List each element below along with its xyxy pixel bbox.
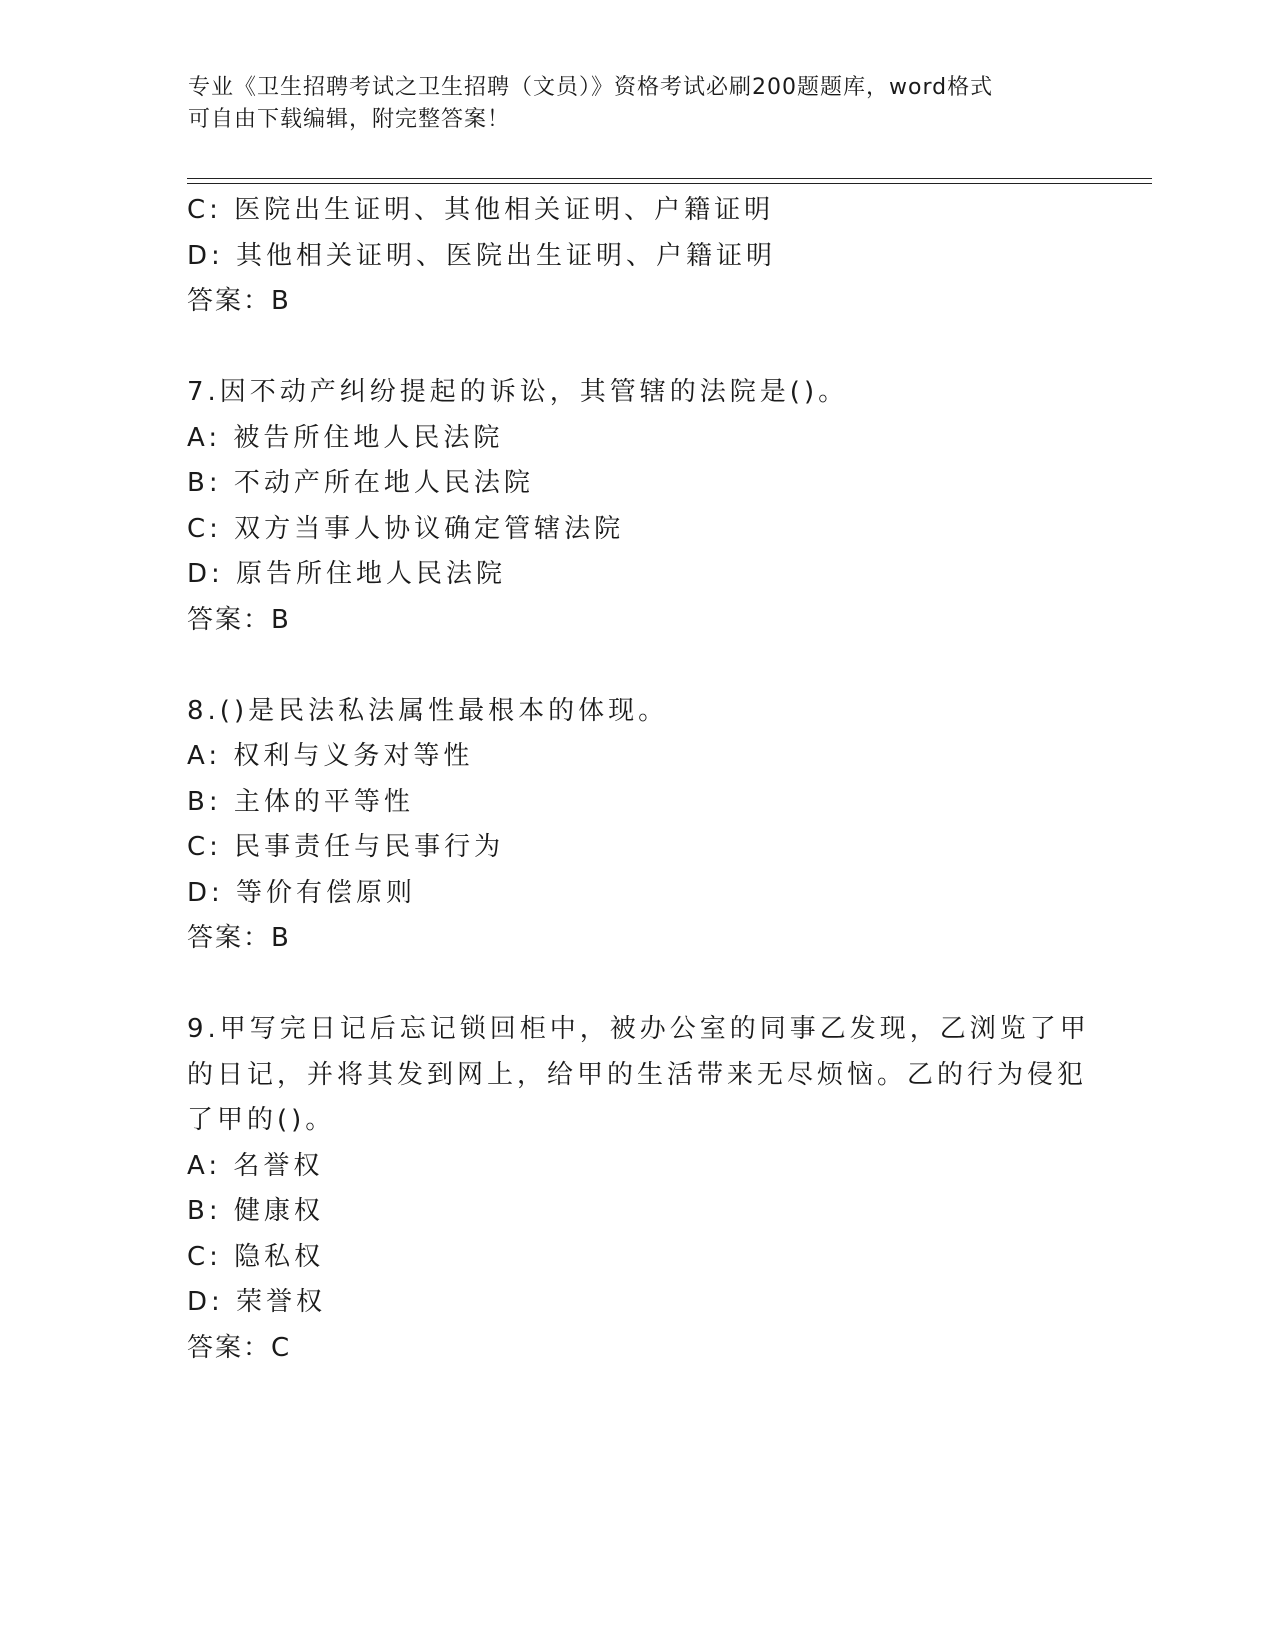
question-stem-line-2: 的日记，并将其发到网上，给甲的生活带来无尽烦恼。乙的行为侵犯	[187, 1059, 1088, 1090]
header-line-1: 专业《卫生招聘考试之卫生招聘（文员）》资格考试必刷200题题库，word格式	[188, 75, 994, 100]
option-c: C: 隐私权	[187, 1241, 325, 1272]
option-d: D: 等价有偿原则	[187, 877, 417, 908]
question-block-7	[187, 370, 1107, 643]
option-b: B: 健康权	[187, 1196, 324, 1226]
header-line-2: 可自由下载编辑，附完整答案！	[188, 107, 511, 132]
answer-text: 答案：B	[187, 286, 291, 316]
option-c: C: 医院出生证明、其他相关证明、户籍证明	[187, 195, 775, 225]
question-stem: 8.()是民法私法属性最根本的体现。	[187, 695, 669, 726]
answer-text: 答案：B	[187, 923, 291, 953]
option-c: C: 双方当事人协议确定管辖法院	[187, 513, 625, 544]
option-a: A: 被告所住地人民法院	[187, 422, 504, 453]
question-stem-line-3: 了甲的()。	[187, 1105, 336, 1135]
document-header	[188, 72, 1088, 136]
answer-text: 答案：C	[187, 1332, 292, 1363]
option-d: D: 原告所住地人民法院	[187, 559, 507, 589]
answer-text: 答案：B	[187, 604, 291, 635]
option-b: B: 不动产所在地人民法院	[187, 468, 534, 498]
question-block-8	[187, 689, 1107, 962]
question-stem: 7.因不动产纠纷提起的诉讼，其管辖的法院是()。	[187, 377, 849, 407]
header-divider	[187, 178, 1152, 184]
question-list	[187, 188, 1107, 1371]
option-a: A: 名誉权	[187, 1150, 324, 1181]
option-d: D: 荣誉权	[187, 1287, 327, 1317]
option-d: D: 其他相关证明、医院出生证明、户籍证明	[187, 240, 777, 271]
question-block-9	[187, 1007, 1107, 1371]
question-block-continued	[187, 188, 1107, 325]
option-c: C: 民事责任与民事行为	[187, 832, 505, 862]
question-stem-line-1: 9.甲写完日记后忘记锁回柜中，被办公室的同事乙发现，乙浏览了甲	[187, 1014, 1090, 1044]
option-a: A: 权利与义务对等性	[187, 741, 474, 771]
option-b: B: 主体的平等性	[187, 786, 414, 817]
